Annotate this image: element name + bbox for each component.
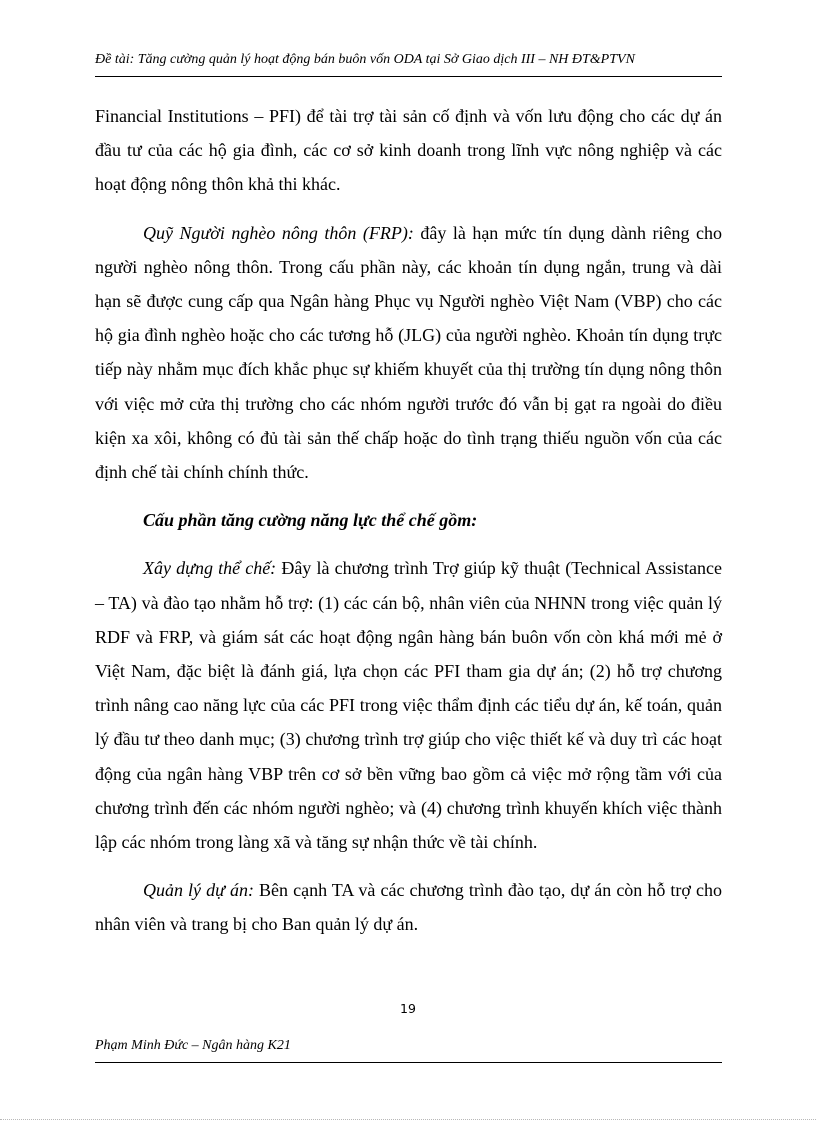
footer-rule [95, 1062, 722, 1063]
institution-lead-term: Xây dựng thể chế: [143, 558, 277, 579]
section-heading: Cấu phần tăng cường năng lực thể chế gồm: [143, 510, 478, 531]
paragraph-pfi-continuation: Financial Institutions – PFI) để tài trợ tài sản cố định và vốn lưu động cho các dự án đầu tư của các hộ gia đình, các cơ sở kinh doanh trong lĩnh vực nông nghiệp và các hoạt động nông thôn khả thi khác. [95, 106, 722, 195]
paragraph-project-management [95, 873, 722, 941]
running-footer: Phạm Minh Đức – Ngân hàng K21 [95, 1038, 291, 1053]
header-rule [95, 76, 722, 77]
frp-body-text: đây là hạn mức tín dụng dành riêng cho người nghèo nông thôn. Trong cấu phần này, các khoản tín dụng ngắn, trung và dài hạn sẽ được cung cấp qua Ngân hàng Phục vụ Người nghèo Việt Nam (VBP) cho các hộ gia đình nghèo hoặc cho các tương hỗ (JLG) của người nghèo. Khoản tín dụng trực tiếp này nhằm mục đích khắc phục sự khiếm khuyết của thị trường tín dụng nông thôn với việc mở cửa thị trường cho các nhóm người trước đó vẫn bị gạt ra ngoài do điều kiện xa xôi, không có đủ tài sản thế chấp hoặc do tình trạng thiếu nguồn vốn của các định chế tài chính chính thức. [95, 222, 722, 483]
running-header: Đề tài: Tăng cường quản lý hoạt động bán buôn vốn ODA tại Sở Giao dịch III – NH ĐT&PTVN [95, 52, 635, 67]
frp-lead-term: Quỹ Người nghèo nông thôn (FRP): [143, 222, 414, 243]
document-body [95, 99, 722, 942]
project-mgmt-lead-term: Quản lý dự án: [143, 880, 254, 901]
paragraph-institution-building [95, 551, 722, 859]
paragraph-frp [95, 216, 722, 490]
page-number: 19 [400, 1001, 416, 1016]
project-mgmt-body-text: Bên cạnh TA và các chương trình đào tạo, dự án còn hỗ trợ cho nhân viên và trang bị cho Ban quản lý dự án. [95, 880, 722, 935]
page-edge-divider [0, 1119, 816, 1120]
institution-body-text: Đây là chương trình Trợ giúp kỹ thuật (Technical Assistance – TA) và đào tạo nhằm hỗ trợ: (1) các cán bộ, nhân viên của NHNN trong việc quản lý RDF và FRP, và giám sát các hoạt động ngân hàng bán buôn vốn còn khá mới mẻ ở Việt Nam, đặc biệt là đánh giá, lựa chọn các PFI tham gia dự án; (2) hỗ trợ chương trình nâng cao năng lực của các PFI trong việc thẩm định các tiểu dự án, kế toán, quản lý đầu tư theo danh mục; (3) chương trình trợ giúp cho việc thiết kế và duy trì các hoạt động của ngân hàng VBP trên cơ sở bền vững bao gồm cả việc mở rộng tầm với của chương trình đến các nhóm người nghèo; và (4) chương trình khuyến khích việc thành lập các nhóm trong làng xã và tăng sự nhận thức về tài chính. [95, 558, 723, 853]
